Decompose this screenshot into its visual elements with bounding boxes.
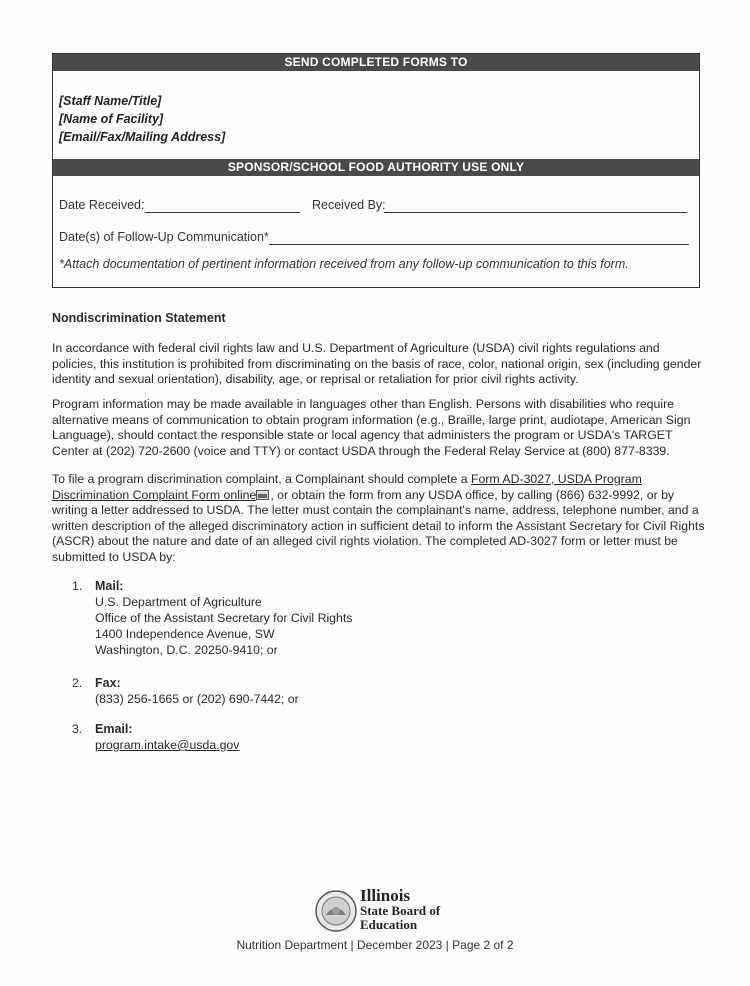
attach-note: *Attach documentation of pertinent information received from any follow-up communication to this form. [59, 257, 629, 271]
logo-line-education: Education [360, 917, 418, 932]
followup-label: Date(s) of Follow-Up Communication* [59, 230, 269, 244]
logo-line-state-board: State Board of [360, 903, 441, 918]
footer-text: Nutrition Department | December 2023 | Page 2 of 2 [236, 938, 514, 952]
email-label: Email: [95, 722, 133, 736]
mail-line: U.S. Department of Agriculture [95, 595, 262, 609]
send-forms-header: SEND COMPLETED FORMS TO [53, 54, 699, 71]
followup-field[interactable] [269, 244, 689, 245]
mail-line: Washington, D.C. 20250-9410; or [95, 643, 278, 657]
form-box [52, 53, 700, 288]
date-received-field[interactable] [145, 212, 300, 213]
mail-line: 1400 Independence Avenue, SW [95, 627, 275, 641]
complaint-intro: To file a program discrimination complaint, a Complainant should complete a [52, 472, 471, 486]
received-by-label: Received By: [312, 198, 386, 212]
contact-address: [Email/Fax/Mailing Address] [59, 130, 226, 144]
pdf-file-icon [256, 490, 270, 500]
list-number: 3. [72, 722, 83, 736]
list-number: 1. [72, 579, 83, 593]
state-seal-icon [314, 889, 358, 933]
mail-line: Office of the Assistant Secretary for Civil Rights [95, 611, 353, 625]
staff-name-title: [Staff Name/Title] [59, 94, 162, 108]
logo-line-illinois: Illinois [360, 886, 411, 905]
send-to-details [59, 92, 225, 146]
list-number: 2. [72, 676, 83, 690]
statement-paragraph-1: In accordance with federal civil rights law and U.S. Department of Agriculture (USDA) civil rights regulations and policies, this institution is prohibited from discriminating on the basis of race, color, national origin, sex (including gender identity and sexual orientation), disability, age, or reprisal or retaliation for prior civil rights activity. [52, 341, 702, 386]
fax-label: Fax: [95, 676, 121, 690]
statement-title: Nondiscrimination Statement [52, 311, 226, 325]
mail-label: Mail: [95, 579, 124, 593]
fax-numbers: (833) 256-1665 or (202) 690-7442; or [95, 692, 299, 706]
statement-paragraph-3 [52, 472, 707, 565]
sponsor-use-header: SPONSOR/SCHOOL FOOD AUTHORITY USE ONLY [53, 159, 699, 176]
date-received-label: Date Received: [59, 198, 145, 212]
email-link[interactable]: program.intake@usda.gov [95, 738, 240, 752]
facility-name: [Name of Facility] [59, 112, 164, 126]
complaint-instructions: , or obtain the form from any USDA office, by calling (866) 632-9992, or by writing a letter addressed to USDA. The letter must contain the complainant's name, address, telephone number, and a written description of the alleged discriminatory action in sufficient detail to inform the Assistant Secretary for Civil Rights (ASCR) about the nature and date of an alleged civil rights violation. The completed AD-3027 form or letter must be submitted to USDA by: [52, 487, 705, 564]
received-by-field[interactable] [384, 212, 687, 213]
complaint-form-link[interactable]: Form AD-3027, USDA Program Discrimination Complaint Form online [52, 472, 642, 502]
isbe-logo [314, 887, 444, 937]
statement-paragraph-2: Program information may be made available in languages other than English. Persons with disabilities who require alternative means of communication to obtain program information (e.g., Braille, large print, audiotape, American Sign Language), should contact the responsible state or local agency that administers the program or USDA's TARGET Center at (202) 720-2600 (voice and TTY) or contact USDA through the Federal Relay Service at (800) 877-8339. [52, 397, 691, 458]
